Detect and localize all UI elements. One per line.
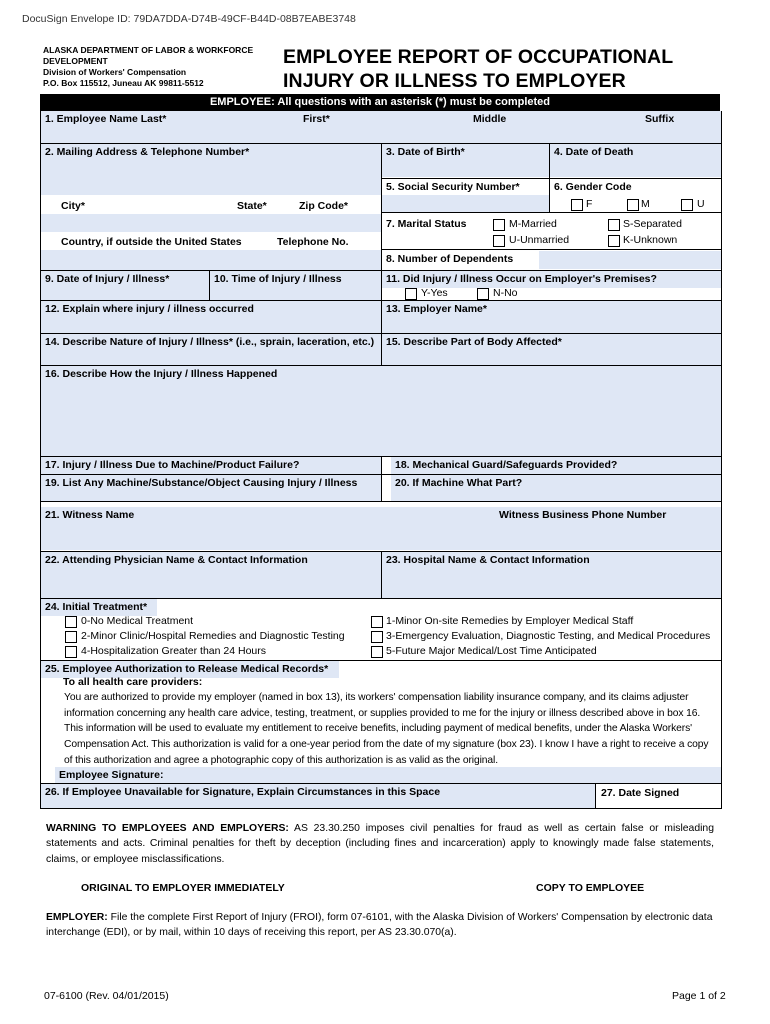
field-8-label: 8. Number of Dependents	[386, 253, 514, 265]
field-26-header: 26. If Employee Unavailable for Signature, Explain Circumstances in this Space	[41, 784, 595, 802]
envelope-id: DocuSign Envelope ID: 79DA7DDA-D74B-49CF-B44D-08B7EABE3748	[22, 13, 356, 25]
marital-unknown-checkbox[interactable]	[608, 235, 620, 247]
employee-signature-field[interactable]	[173, 767, 721, 783]
marital-separated-checkbox[interactable]	[608, 219, 620, 231]
field-10-header: 10. Time of Injury / Illness	[210, 271, 381, 288]
divider	[382, 212, 721, 213]
agency-line-1: ALASKA DEPARTMENT OF LABOR & WORKFORCE	[43, 45, 254, 55]
authorization-heading: To all health care providers:	[63, 676, 203, 688]
copy-to-employee: COPY TO EMPLOYEE	[536, 882, 645, 894]
marital-unmarried-label: U-Unmarried	[509, 234, 570, 246]
field-9-header: 9. Date of Injury / Illness*	[41, 271, 209, 288]
field-5-label: 5. Social Security Number*	[386, 181, 520, 193]
field-3-header: 3. Date of Birth*	[382, 144, 549, 161]
first-name-label: First*	[303, 113, 330, 125]
witness-input[interactable]	[41, 524, 721, 550]
marital-married-label: M-Married	[509, 218, 557, 230]
treatment-5-label: 5-Future Major Medical/Lost Time Anticipated	[386, 645, 597, 657]
state-label: State*	[237, 200, 267, 212]
treatment-3-label: 3-Emergency Evaluation, Diagnostic Testing, and Medical Procedures	[386, 630, 711, 642]
time-of-injury-input[interactable]	[210, 288, 381, 300]
field-17-header: 17. Injury / Illness Due to Machine/Product Failure?	[41, 457, 303, 474]
body-part-input[interactable]	[382, 351, 721, 365]
injury-location-input[interactable]	[41, 318, 381, 333]
field-7-label: 7. Marital Status	[386, 218, 467, 230]
premises-yes-label: Y-Yes	[421, 287, 448, 299]
divider	[41, 808, 721, 809]
treatment-5-checkbox[interactable]	[371, 646, 383, 658]
agency-line-2: DEVELOPMENT	[43, 56, 108, 66]
treatment-2-label: 2-Minor Clinic/Hospital Remedies and Diagnostic Testing	[81, 630, 345, 642]
safeguards-input[interactable]	[621, 457, 721, 474]
gender-m-checkbox[interactable]	[627, 199, 639, 211]
treatment-4-checkbox[interactable]	[65, 646, 77, 658]
date-of-birth-input[interactable]	[382, 161, 549, 177]
field-27-label: 27. Date Signed	[601, 787, 680, 799]
warning-lead: WARNING TO EMPLOYEES AND EMPLOYERS:	[46, 823, 289, 834]
hospital-input[interactable]	[382, 569, 721, 598]
middle-name-label: Middle	[473, 113, 507, 125]
country-telephone-input[interactable]	[41, 250, 381, 270]
witness-phone-label: Witness Business Phone Number	[499, 509, 667, 521]
treatment-3-checkbox[interactable]	[371, 631, 383, 643]
field-22-header: 22. Attending Physician Name & Contact Information	[41, 552, 381, 569]
field-1-label: 1. Employee Name Last*	[45, 113, 167, 125]
telephone-label: Telephone No.	[277, 236, 349, 248]
city-label: City*	[61, 200, 85, 212]
field-2-header: 2. Mailing Address & Telephone Number*	[41, 144, 381, 161]
marital-married-checkbox[interactable]	[493, 219, 505, 231]
divider	[595, 784, 596, 808]
city-state-zip-input[interactable]	[41, 214, 381, 232]
original-to-employer: ORIGINAL TO EMPLOYER IMMEDIATELY	[81, 882, 285, 894]
field-16-header: 16. Describe How the Injury / Illness Happened	[41, 366, 721, 383]
gender-f-label: F	[586, 198, 593, 210]
field-6-label: 6. Gender Code	[554, 181, 632, 193]
field-13-header: 13. Employer Name*	[382, 301, 721, 318]
field-19-header: 19. List Any Machine/Substance/Object Causing Injury / Illness	[41, 475, 381, 492]
suffix-label: Suffix	[645, 113, 675, 125]
employer-instructions	[46, 910, 714, 941]
field-23-header: 23. Hospital Name & Contact Information	[382, 552, 721, 569]
warning-text: AS 23.30.250 imposes civil penalties for fraud as well as certain false or misleading statements and acts. Criminal penalties for theft by deception (including fines and incarceration) apply to knowingly made false statements, claims, or employee misclassifications.	[46, 823, 714, 865]
form-title	[283, 45, 743, 93]
form-number: 07-6100 (Rev. 04/01/2015)	[44, 990, 169, 1002]
divider	[382, 249, 721, 250]
treatment-1-checkbox[interactable]	[371, 616, 383, 628]
injury-nature-input[interactable]	[41, 351, 381, 365]
field-11-header: 11. Did Injury / Illness Occur on Employer's Premises?	[382, 271, 721, 288]
marital-separated-label: S-Separated	[623, 218, 682, 230]
treatment-4-label: 4-Hospitalization Greater than 24 Hours	[81, 645, 267, 657]
agency-line-4: P.O. Box 115512, Juneau AK 99811-5512	[43, 78, 204, 88]
premises-no-label: N-No	[493, 287, 518, 299]
field-24-header: 24. Initial Treatment*	[41, 599, 157, 616]
field-20-header: 20. If Machine What Part?	[391, 475, 721, 492]
zip-label: Zip Code*	[299, 200, 348, 212]
marital-unmarried-checkbox[interactable]	[493, 235, 505, 247]
title-line-2: INJURY OR ILLNESS TO EMPLOYER	[283, 70, 626, 92]
divider	[382, 178, 721, 179]
gender-m-label: M	[641, 198, 650, 210]
dependents-input[interactable]	[539, 251, 721, 269]
physician-input[interactable]	[41, 569, 381, 598]
employee-signature-label: Employee Signature:	[55, 767, 173, 784]
field-12-header: 12. Explain where injury / illness occurred	[41, 301, 381, 318]
treatment-0-checkbox[interactable]	[65, 616, 77, 628]
page-number: Page 1 of 2	[672, 990, 726, 1002]
gender-u-label: U	[697, 198, 705, 210]
employer-text: File the complete First Report of Injury (FROI), form 07-6101, with the Alaska Division of Workers' Compensation by electronic data interchange (EDI), or by mail, within 10 days of receiving this report, per AS 23.30.070(a).	[46, 912, 713, 939]
field-25-header: 25. Employee Authorization to Release Medical Records*	[41, 661, 339, 678]
causing-object-input[interactable]	[41, 492, 381, 501]
date-of-death-input[interactable]	[550, 161, 721, 177]
premises-yes-checkbox[interactable]	[405, 288, 417, 300]
employee-banner: EMPLOYEE: All questions with an asterisk (*) must be completed	[40, 94, 720, 111]
field-4-header: 4. Date of Death	[550, 144, 721, 161]
authorization-text: You are authorized to provide my employer (named in box 13), its workers' compensation liability insurance company, and its claims adjuster information concerning any health care advice, testing, treatment, or supplies provided to me for the injury or illness described above in box 16. This information will be used to evaluate my entitlement to receive benefits, including payment of medical benefits, under the Alaska Workers' Compensation Act. This authorization is valid for a one-year period from the date of my signature (box 23). I know I have a right to receive a copy of this authorization and agree a photographic copy of this authorization is as valid as the original.	[64, 692, 709, 766]
premises-no-checkbox[interactable]	[477, 288, 489, 300]
gender-f-checkbox[interactable]	[571, 199, 583, 211]
treatment-1-label: 1-Minor On-site Remedies by Employer Medical Staff	[386, 615, 634, 627]
gender-u-checkbox[interactable]	[681, 199, 693, 211]
employer-name-input[interactable]	[382, 318, 721, 333]
mailing-address-input[interactable]	[41, 161, 381, 195]
field-1-header	[41, 111, 721, 128]
field-14-header: 14. Describe Nature of Injury / Illness* (i.e., sprain, laceration, etc.)	[41, 334, 381, 351]
treatment-2-checkbox[interactable]	[65, 631, 77, 643]
ssn-input[interactable]	[382, 195, 549, 212]
country-label: Country, if outside the United States	[61, 236, 242, 248]
agency-line-3: Division of Workers' Compensation	[43, 67, 187, 77]
treatment-0-label: 0-No Medical Treatment	[81, 615, 194, 627]
date-of-injury-input[interactable]	[41, 288, 209, 300]
employee-name-input[interactable]	[41, 128, 721, 143]
divider	[41, 501, 721, 502]
machine-failure-input[interactable]	[303, 457, 381, 474]
title-line-1: EMPLOYEE REPORT OF OCCUPATIONAL	[283, 46, 674, 68]
marital-unknown-label: K-Unknown	[623, 234, 678, 246]
injury-description-input[interactable]	[41, 383, 721, 456]
agency-block	[43, 45, 273, 89]
field-18-header: 18. Mechanical Guard/Safeguards Provided?	[391, 457, 621, 474]
field-15-header: 15. Describe Part of Body Affected*	[382, 334, 721, 351]
field-21-header: 21. Witness Name	[41, 507, 721, 524]
fraud-warning	[46, 821, 714, 867]
employer-lead: EMPLOYER:	[46, 912, 108, 923]
machine-part-input[interactable]	[391, 492, 721, 501]
